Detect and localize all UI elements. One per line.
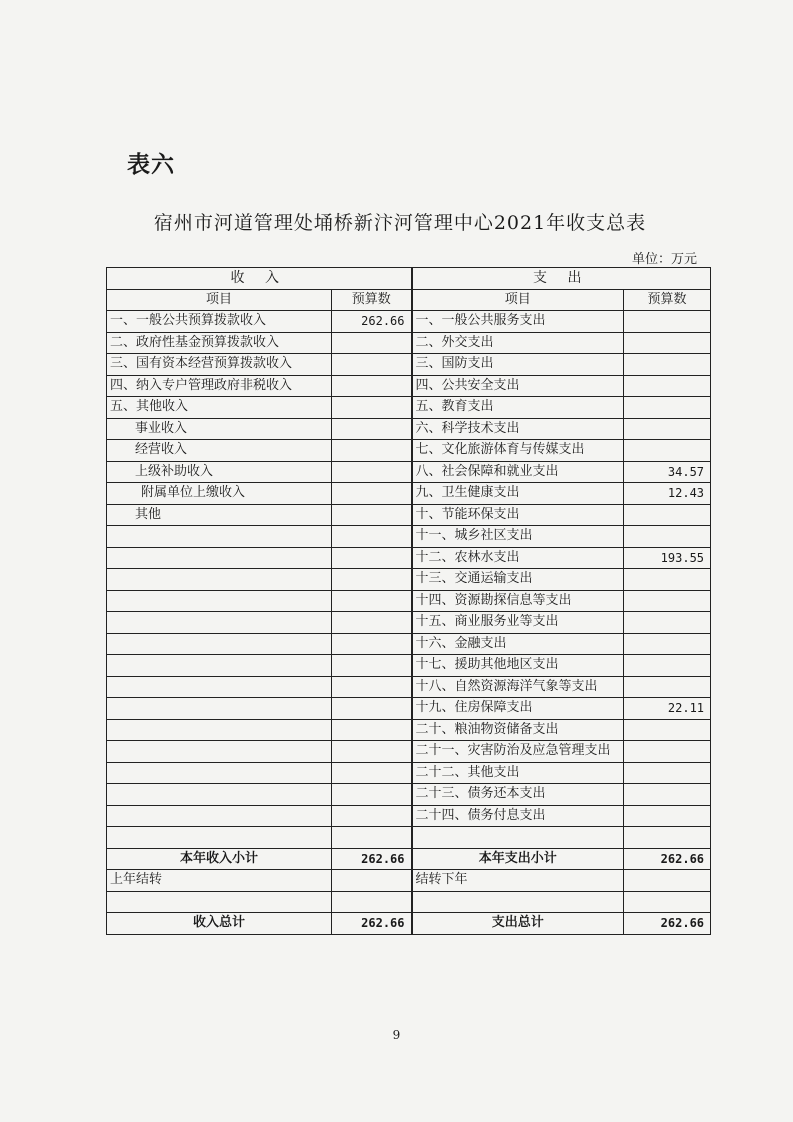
table-cell	[107, 827, 332, 849]
income-item-label: 四、纳入专户管理政府非税收入	[107, 375, 332, 397]
income-item-value	[332, 762, 412, 784]
income-item-label	[107, 762, 332, 784]
expense-item-value: 193.55	[624, 547, 711, 569]
table-row	[107, 741, 711, 763]
table-row	[107, 375, 711, 397]
income-item-label: 其他	[107, 504, 332, 526]
expense-item-label: 三、国防支出	[412, 354, 624, 376]
income-item-label	[107, 547, 332, 569]
income-group-header: 收 入	[107, 268, 412, 290]
table-row	[107, 547, 711, 569]
income-item-value	[332, 397, 412, 419]
income-item-label	[107, 633, 332, 655]
income-item-value	[332, 676, 412, 698]
income-item-label: 二、政府性基金预算拨款收入	[107, 332, 332, 354]
table-row	[107, 655, 711, 677]
table-row	[107, 504, 711, 526]
expense-item-label: 二十三、债务还本支出	[412, 784, 624, 806]
income-item-value	[332, 504, 412, 526]
expense-item-label: 二十四、债务付息支出	[412, 805, 624, 827]
expense-item-label: 七、文化旅游体育与传媒支出	[412, 440, 624, 462]
expense-item-value	[624, 655, 711, 677]
table-row	[107, 762, 711, 784]
expense-item-value	[624, 719, 711, 741]
table-row	[107, 612, 711, 634]
page-label: 表六	[127, 152, 175, 178]
table-row	[107, 676, 711, 698]
income-item-label	[107, 526, 332, 548]
expense-carry-label: 结转下年	[412, 870, 624, 892]
income-item-value	[332, 418, 412, 440]
income-item-label	[107, 655, 332, 677]
expense-item-value	[624, 397, 711, 419]
income-item-value	[332, 483, 412, 505]
income-item-label: 一、一般公共预算拨款收入	[107, 311, 332, 333]
income-item-label: 五、其他收入	[107, 397, 332, 419]
income-item-value	[332, 440, 412, 462]
income-item-value	[332, 332, 412, 354]
blank-row	[107, 827, 711, 849]
income-item-value	[332, 526, 412, 548]
budget-table-body	[107, 268, 711, 827]
expense-item-value	[624, 569, 711, 591]
income-item-label	[107, 676, 332, 698]
expense-item-label: 九、卫生健康支出	[412, 483, 624, 505]
income-item-label: 三、国有资本经营预算拨款收入	[107, 354, 332, 376]
expense-item-value	[624, 676, 711, 698]
income-item-value	[332, 655, 412, 677]
income-item-header: 项目	[107, 289, 332, 311]
table-row	[107, 332, 711, 354]
expense-budget-header: 预算数	[624, 289, 711, 311]
income-subtotal-value: 262.66	[332, 848, 412, 870]
income-item-value	[332, 612, 412, 634]
expense-item-label: 一、一般公共服务支出	[412, 311, 624, 333]
income-carry-value	[332, 870, 412, 892]
income-item-label	[107, 784, 332, 806]
income-item-value	[332, 569, 412, 591]
expense-item-value	[624, 332, 711, 354]
table-row	[107, 590, 711, 612]
income-item-label: 经营收入	[107, 440, 332, 462]
expense-group-header: 支 出	[412, 268, 711, 290]
table-cell	[332, 891, 412, 913]
expense-item-value	[624, 741, 711, 763]
income-item-label: 上级补助收入	[107, 461, 332, 483]
income-item-label: 附属单位上缴收入	[107, 483, 332, 505]
income-item-value	[332, 741, 412, 763]
income-item-label	[107, 569, 332, 591]
income-subtotal-label: 本年收入小计	[107, 848, 332, 870]
expense-item-label: 十七、援助其他地区支出	[412, 655, 624, 677]
column-header-row	[107, 289, 711, 311]
expense-item-value	[624, 633, 711, 655]
total-row	[107, 913, 711, 935]
expense-item-value	[624, 354, 711, 376]
table-row	[107, 719, 711, 741]
group-header-row	[107, 268, 711, 290]
expense-total-label: 支出总计	[412, 913, 624, 935]
expense-item-label: 十三、交通运输支出	[412, 569, 624, 591]
income-item-value	[332, 784, 412, 806]
income-item-value	[332, 547, 412, 569]
carry-row	[107, 870, 711, 892]
expense-item-label: 十、节能环保支出	[412, 504, 624, 526]
income-item-label: 事业收入	[107, 418, 332, 440]
expense-item-value	[624, 805, 711, 827]
expense-item-label: 十二、农林水支出	[412, 547, 624, 569]
expense-item-label: 二十一、灾害防治及应急管理支出	[412, 741, 624, 763]
income-carry-label: 上年结转	[107, 870, 332, 892]
table-row	[107, 526, 711, 548]
income-item-value	[332, 590, 412, 612]
income-total-value: 262.66	[332, 913, 412, 935]
expense-item-value	[624, 504, 711, 526]
expense-item-value	[624, 375, 711, 397]
expense-item-value	[624, 440, 711, 462]
table-row	[107, 418, 711, 440]
expense-item-value	[624, 762, 711, 784]
income-item-value: 262.66	[332, 311, 412, 333]
income-budget-header: 预算数	[332, 289, 412, 311]
expense-item-label: 十四、资源勘探信息等支出	[412, 590, 624, 612]
expense-item-label: 二、外交支出	[412, 332, 624, 354]
expense-item-value	[624, 311, 711, 333]
table-cell	[332, 827, 412, 849]
document-title: 宿州市河道管理处埇桥新汴河管理中心2021年收支总表	[153, 212, 647, 234]
expense-item-value	[624, 526, 711, 548]
table-row	[107, 397, 711, 419]
income-item-value	[332, 719, 412, 741]
income-total-label: 收入总计	[107, 913, 332, 935]
expense-item-value	[624, 418, 711, 440]
table-cell	[412, 827, 624, 849]
income-item-label	[107, 719, 332, 741]
income-item-label	[107, 612, 332, 634]
expense-item-label: 四、公共安全支出	[412, 375, 624, 397]
unit-label: 单位：万元	[631, 252, 697, 267]
expense-item-label: 十六、金融支出	[412, 633, 624, 655]
expense-total-value: 262.66	[624, 913, 711, 935]
table-row	[107, 354, 711, 376]
table-row	[107, 483, 711, 505]
expense-subtotal-value: 262.66	[624, 848, 711, 870]
income-item-value	[332, 354, 412, 376]
expense-item-label: 十一、城乡社区支出	[412, 526, 624, 548]
income-item-label	[107, 741, 332, 763]
table-cell	[107, 891, 332, 913]
expense-item-label: 八、社会保障和就业支出	[412, 461, 624, 483]
table-row	[107, 633, 711, 655]
table-row	[107, 569, 711, 591]
expense-item-value	[624, 612, 711, 634]
expense-item-label: 十八、自然资源海洋气象等支出	[412, 676, 624, 698]
table-row	[107, 784, 711, 806]
expense-item-label: 五、教育支出	[412, 397, 624, 419]
blank-row	[107, 891, 711, 913]
expense-item-value	[624, 590, 711, 612]
expense-item-value	[624, 784, 711, 806]
income-item-label	[107, 805, 332, 827]
table-row	[107, 805, 711, 827]
expense-carry-value	[624, 870, 711, 892]
expense-item-value: 22.11	[624, 698, 711, 720]
table-cell	[412, 891, 624, 913]
expense-item-label: 二十、粮油物资储备支出	[412, 719, 624, 741]
income-item-value	[332, 375, 412, 397]
income-item-label	[107, 590, 332, 612]
income-item-value	[332, 461, 412, 483]
expense-item-label: 十五、商业服务业等支出	[412, 612, 624, 634]
table-row	[107, 440, 711, 462]
table-cell	[624, 827, 711, 849]
expense-subtotal-label: 本年支出小计	[412, 848, 624, 870]
expense-item-value: 12.43	[624, 483, 711, 505]
page-number: 9	[392, 1028, 401, 1042]
expense-item-label: 十九、住房保障支出	[412, 698, 624, 720]
income-item-value	[332, 698, 412, 720]
budget-table-footer	[107, 827, 711, 935]
budget-table	[106, 267, 711, 935]
income-item-value	[332, 805, 412, 827]
table-row	[107, 311, 711, 333]
table-row	[107, 698, 711, 720]
expense-item-header: 项目	[412, 289, 624, 311]
expense-item-label: 六、科学技术支出	[412, 418, 624, 440]
income-item-value	[332, 633, 412, 655]
expense-item-label: 二十二、其他支出	[412, 762, 624, 784]
expense-item-value: 34.57	[624, 461, 711, 483]
income-item-label	[107, 698, 332, 720]
table-row	[107, 461, 711, 483]
subtotal-row	[107, 848, 711, 870]
table-cell	[624, 891, 711, 913]
